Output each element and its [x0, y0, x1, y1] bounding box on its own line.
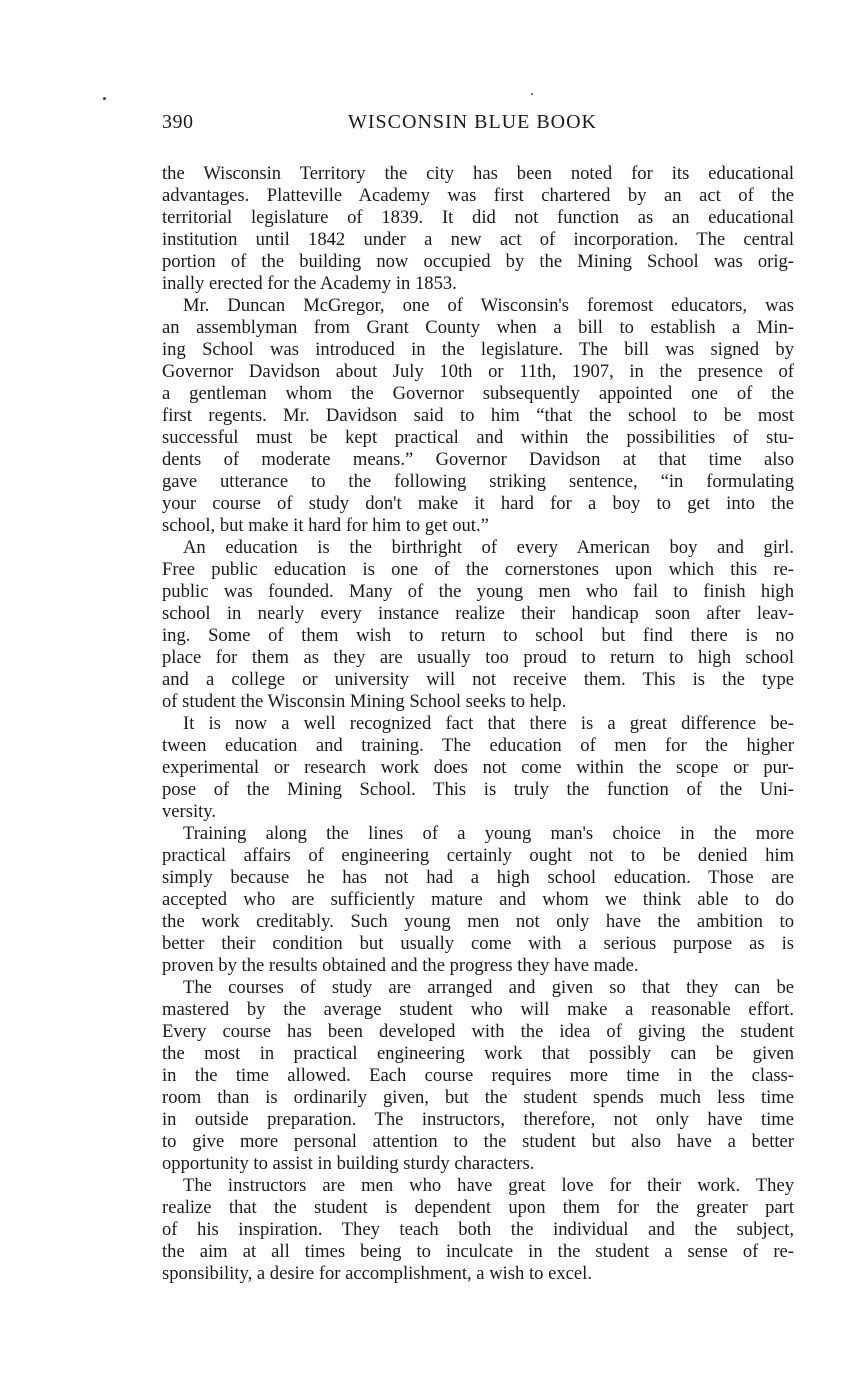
text-line: school, but make it hard for him to get out.” — [162, 515, 489, 536]
paragraph — [162, 295, 794, 537]
text-line: portion of the building now occupied by the Mining School was orig- — [162, 251, 794, 272]
text-line: to give more personal attention to the student but also have a better — [162, 1131, 794, 1152]
text-line: versity. — [162, 801, 217, 822]
paragraph — [162, 537, 794, 713]
text-line: school in nearly every instance realize their handicap soon after leav- — [162, 603, 794, 624]
scan-speck-left — [103, 97, 106, 100]
text-line: pose of the Mining School. This is truly the function of the Uni- — [162, 779, 794, 800]
text-line: The courses of study are arranged and given so that they can be — [183, 977, 794, 998]
text-line: room than is ordinarily given, but the student spends much less time — [162, 1087, 794, 1108]
body-text — [162, 163, 794, 1285]
text-line: a gentleman whom the Governor subsequently appointed one of the — [162, 383, 794, 404]
text-line: The instructors are men who have great love for their work. They — [183, 1175, 794, 1196]
text-line: accepted who are sufficiently mature and whom we think able to do — [162, 889, 794, 910]
scan-speck-top — [531, 93, 533, 95]
text-line: Every course has been developed with the idea of giving the student — [162, 1021, 794, 1042]
paragraph — [162, 977, 794, 1175]
text-line: the work creditably. Such young men not only have the ambition to — [162, 911, 794, 932]
running-head: WISCONSIN BLUE BOOK — [348, 111, 597, 133]
text-line: mastered by the average student who will make a reasonable effort. — [162, 999, 794, 1020]
text-line: the most in practical engineering work that possibly can be given — [162, 1043, 794, 1064]
text-line: Governor Davidson about July 10th or 11th, 1907, in the presence of — [162, 361, 794, 382]
text-line: Mr. Duncan McGregor, one of Wisconsin's foremost educators, was — [183, 295, 794, 316]
text-line: realize that the student is dependent upon them for the greater part — [162, 1197, 794, 1218]
text-line: your course of study don't make it hard for a boy to get into the — [162, 493, 794, 514]
page-header — [162, 111, 794, 139]
text-line: ing. Some of them wish to return to school but find there is no — [162, 625, 794, 646]
text-line: first regents. Mr. Davidson said to him “that the school to be most — [162, 405, 794, 426]
text-line: in the time allowed. Each course requires more time in the class- — [162, 1065, 794, 1086]
text-line: public was founded. Many of the young men who fail to finish high — [162, 581, 794, 602]
text-line: advantages. Platteville Academy was first chartered by an act of the — [162, 185, 794, 206]
text-line: gave utterance to the following striking sentence, “in formulating — [162, 471, 794, 492]
text-line: of his inspiration. They teach both the individual and the subject, — [162, 1219, 794, 1240]
text-line: ing School was introduced in the legislature. The bill was signed by — [162, 339, 794, 360]
paragraph — [162, 713, 794, 823]
text-line: dents of moderate means.” Governor Davidson at that time also — [162, 449, 794, 470]
paragraph — [162, 823, 794, 977]
text-line: Training along the lines of a young man's choice in the more — [183, 823, 794, 844]
page-number: 390 — [162, 111, 194, 133]
text-line: An education is the birthright of every American boy and girl. — [183, 537, 794, 558]
text-line: institution until 1842 under a new act of incorporation. The central — [162, 229, 794, 250]
text-line: tween education and training. The education of men for the higher — [162, 735, 794, 756]
text-line: experimental or research work does not come within the scope or pur- — [162, 757, 794, 778]
text-line: the Wisconsin Territory the city has been noted for its educational — [162, 163, 794, 184]
text-line: an assemblyman from Grant County when a bill to establish a Min- — [162, 317, 794, 338]
text-line: opportunity to assist in building sturdy characters. — [162, 1153, 535, 1174]
text-line: of student the Wisconsin Mining School seeks to help. — [162, 691, 567, 712]
text-line: inally erected for the Academy in 1853. — [162, 273, 457, 294]
text-line: in outside preparation. The instructors, therefore, not only have time — [162, 1109, 794, 1130]
paragraph — [162, 1175, 794, 1285]
text-line: successful must be kept practical and within the possibilities of stu- — [162, 427, 794, 448]
text-line: It is now a well recognized fact that there is a great difference be- — [183, 713, 794, 734]
paragraph — [162, 163, 794, 295]
text-line: and a college or university will not receive them. This is the type — [162, 669, 794, 690]
text-line: place for them as they are usually too proud to return to high school — [162, 647, 794, 668]
text-line: Free public education is one of the cornerstones upon which this re- — [162, 559, 794, 580]
text-line: proven by the results obtained and the progress they have made. — [162, 955, 639, 976]
text-line: simply because he has not had a high school education. Those are — [162, 867, 794, 888]
text-line: sponsibility, a desire for accomplishment, a wish to excel. — [162, 1263, 592, 1284]
text-line: better their condition but usually come with a serious purpose as is — [162, 933, 794, 954]
text-line: the aim at all times being to inculcate in the student a sense of re- — [162, 1241, 794, 1262]
text-line: territorial legislature of 1839. It did not function as an educational — [162, 207, 794, 228]
text-line: practical affairs of engineering certainly ought not to be denied him — [162, 845, 794, 866]
